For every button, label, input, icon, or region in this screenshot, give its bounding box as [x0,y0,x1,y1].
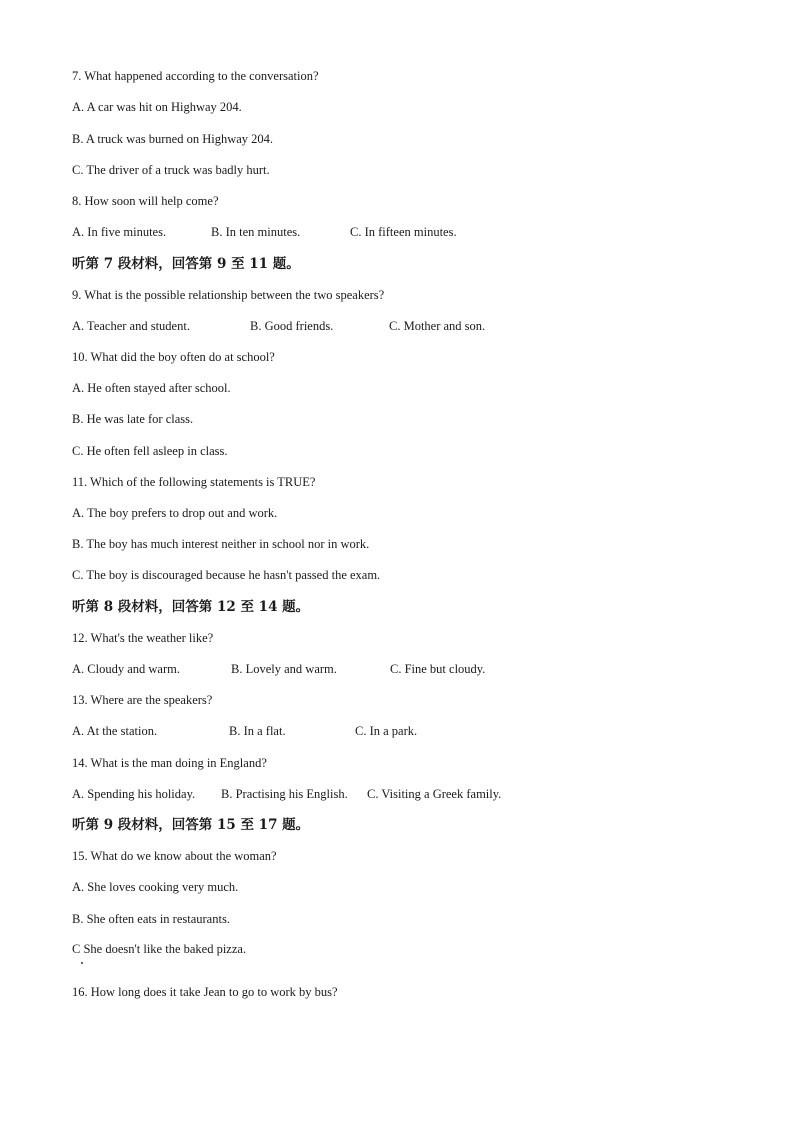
q12-options-row [72,661,772,677]
question-16: 16. How long does it take Jean to go to work by bus? [72,985,338,999]
q15-option-c: C She doesn't like the baked pizza. [72,942,247,956]
q11-option-b: B. The boy has much interest neither in school nor in work. [72,537,370,551]
q15-option-b: B. She often eats in restaurants. [72,912,230,926]
section-heading-9: 听第 9 段材料，回答第 15 至 17 题。 [72,817,310,833]
section-heading-7: 听第 7 段材料，回答第 9 至 11 题。 [72,256,300,272]
q10-option-c: C. He often fell asleep in class. [72,444,228,458]
question-15: 15. What do we know about the woman? [72,849,277,863]
q9-option-a: A. Teacher and student. [72,319,190,333]
q8-option-b: B. In ten minutes. [211,225,301,239]
q13-option-c: C. In a park. [355,724,418,738]
question-8: 8. How soon will help come? [72,194,219,208]
q15-option-a: A. She loves cooking very much. [72,880,239,894]
q11-option-a: A. The boy prefers to drop out and work. [72,506,278,520]
q12-option-c: C. Fine but cloudy. [390,662,486,676]
q12-option-a: A. Cloudy and warm. [72,662,180,676]
question-14: 14. What is the man doing in England? [72,756,267,770]
q13-option-b: B. In a flat. [229,724,286,738]
question-9: 9. What is the possible relationship between the two speakers? [72,288,385,302]
q13-option-a: A. At the station. [72,724,158,738]
q9-option-b: B. Good friends. [250,319,334,333]
q10-option-b: B. He was late for class. [72,412,194,426]
q7-option-c: C. The driver of a truck was badly hurt. [72,163,270,177]
question-13: 13. Where are the speakers? [72,693,213,707]
q8-options-row [72,224,772,240]
q11-option-c: C. The boy is discouraged because he hasn't passed the exam. [72,568,381,582]
stray-mark [81,962,83,964]
q14-option-b: B. Practising his English. [221,787,348,801]
q14-option-a: A. Spending his holiday. [72,787,196,801]
q7-option-b: B. A truck was burned on Highway 204. [72,132,274,146]
q9-option-c: C. Mother and son. [389,319,486,333]
q13-options-row [72,723,772,739]
q14-option-c: C. Visiting a Greek family. [367,787,502,801]
section-heading-8: 听第 8 段材料，回答第 12 至 14 题。 [72,599,310,615]
q8-option-a: A. In five minutes. [72,225,167,239]
question-7: 7. What happened according to the conversation? [72,69,319,83]
q7-option-a: A. A car was hit on Highway 204. [72,100,242,114]
q9-options-row [72,318,772,334]
q14-options-row [72,786,772,802]
question-11: 11. Which of the following statements is TRUE? [72,475,316,489]
q10-option-a: A. He often stayed after school. [72,381,231,395]
question-12: 12. What's the weather like? [72,631,214,645]
q12-option-b: B. Lovely and warm. [231,662,337,676]
q8-option-c: C. In fifteen minutes. [350,225,457,239]
question-10: 10. What did the boy often do at school? [72,350,275,364]
